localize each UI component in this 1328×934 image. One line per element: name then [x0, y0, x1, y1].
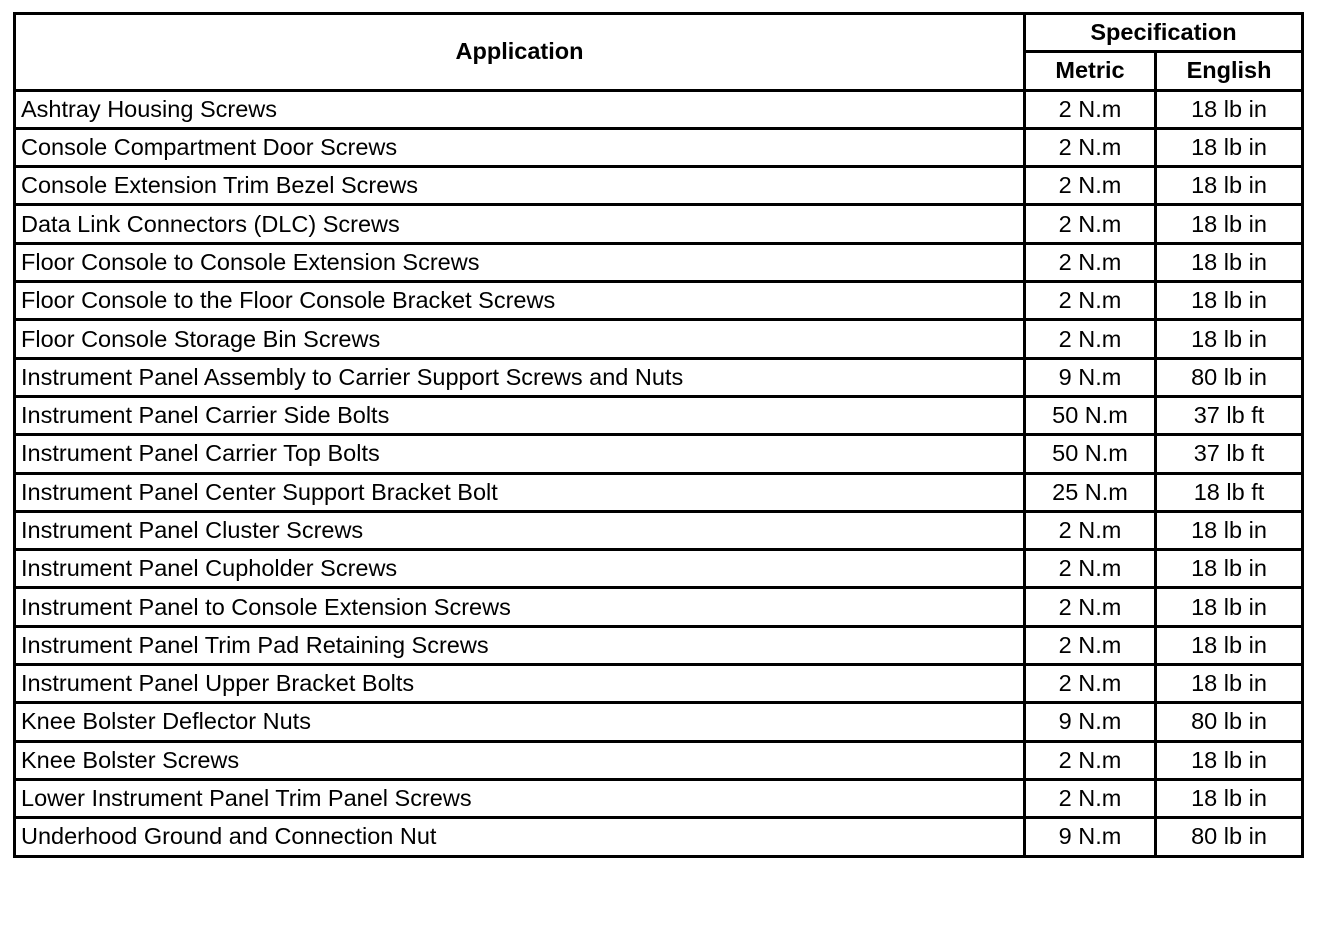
header-row-top [15, 14, 1303, 52]
application-column-header: Application [15, 14, 1025, 91]
application-cell: Floor Console Storage Bin Screws [15, 320, 1025, 358]
metric-value-cell: 9 N.m [1025, 703, 1156, 741]
table-row [15, 626, 1303, 664]
table-header [15, 14, 1303, 91]
metric-value-cell: 2 N.m [1025, 741, 1156, 779]
table-row [15, 320, 1303, 358]
english-value-cell: 18 lb in [1156, 626, 1303, 664]
metric-value-cell: 25 N.m [1025, 473, 1156, 511]
application-cell: Knee Bolster Deflector Nuts [15, 703, 1025, 741]
table-row [15, 550, 1303, 588]
english-value-cell: 18 lb in [1156, 511, 1303, 549]
application-cell: Knee Bolster Screws [15, 741, 1025, 779]
application-cell: Instrument Panel Trim Pad Retaining Screws [15, 626, 1025, 664]
english-value-cell: 37 lb ft [1156, 435, 1303, 473]
english-value-cell: 18 lb in [1156, 320, 1303, 358]
table-row [15, 473, 1303, 511]
metric-value-cell: 2 N.m [1025, 779, 1156, 817]
metric-value-cell: 9 N.m [1025, 818, 1156, 856]
application-cell: Instrument Panel Carrier Top Bolts [15, 435, 1025, 473]
application-cell: Floor Console to the Floor Console Bracket Screws [15, 282, 1025, 320]
metric-value-cell: 2 N.m [1025, 243, 1156, 281]
metric-value-cell: 2 N.m [1025, 588, 1156, 626]
english-value-cell: 18 lb in [1156, 550, 1303, 588]
english-value-cell: 18 lb in [1156, 167, 1303, 205]
english-value-cell: 18 lb in [1156, 243, 1303, 281]
application-cell: Ashtray Housing Screws [15, 90, 1025, 128]
table-row [15, 779, 1303, 817]
english-value-cell: 37 lb ft [1156, 396, 1303, 434]
english-column-header: English [1156, 52, 1303, 90]
application-cell: Instrument Panel Cluster Screws [15, 511, 1025, 549]
english-value-cell: 18 lb in [1156, 665, 1303, 703]
metric-value-cell: 2 N.m [1025, 90, 1156, 128]
english-value-cell: 18 lb in [1156, 205, 1303, 243]
metric-value-cell: 2 N.m [1025, 550, 1156, 588]
metric-value-cell: 50 N.m [1025, 435, 1156, 473]
application-cell: Instrument Panel to Console Extension Screws [15, 588, 1025, 626]
table-row [15, 435, 1303, 473]
metric-value-cell: 2 N.m [1025, 128, 1156, 166]
table-row [15, 818, 1303, 856]
specification-column-header: Specification [1025, 14, 1303, 52]
english-value-cell: 18 lb in [1156, 779, 1303, 817]
table-row [15, 128, 1303, 166]
application-cell: Instrument Panel Carrier Side Bolts [15, 396, 1025, 434]
metric-value-cell: 9 N.m [1025, 358, 1156, 396]
table-row [15, 205, 1303, 243]
english-value-cell: 80 lb in [1156, 358, 1303, 396]
application-cell: Instrument Panel Cupholder Screws [15, 550, 1025, 588]
metric-value-cell: 2 N.m [1025, 205, 1156, 243]
application-cell: Console Extension Trim Bezel Screws [15, 167, 1025, 205]
english-value-cell: 80 lb in [1156, 818, 1303, 856]
metric-column-header: Metric [1025, 52, 1156, 90]
application-cell: Instrument Panel Upper Bracket Bolts [15, 665, 1025, 703]
english-value-cell: 18 lb in [1156, 90, 1303, 128]
english-value-cell: 18 lb in [1156, 588, 1303, 626]
table-row [15, 243, 1303, 281]
metric-value-cell: 2 N.m [1025, 626, 1156, 664]
application-cell: Floor Console to Console Extension Screws [15, 243, 1025, 281]
application-cell: Underhood Ground and Connection Nut [15, 818, 1025, 856]
table-body [15, 90, 1303, 856]
metric-value-cell: 2 N.m [1025, 167, 1156, 205]
table-row [15, 90, 1303, 128]
application-cell: Lower Instrument Panel Trim Panel Screws [15, 779, 1025, 817]
english-value-cell: 80 lb in [1156, 703, 1303, 741]
application-cell: Instrument Panel Center Support Bracket Bolt [15, 473, 1025, 511]
english-value-cell: 18 lb in [1156, 128, 1303, 166]
metric-value-cell: 2 N.m [1025, 511, 1156, 549]
metric-value-cell: 2 N.m [1025, 320, 1156, 358]
table-row [15, 588, 1303, 626]
table-row [15, 396, 1303, 434]
application-cell: Instrument Panel Assembly to Carrier Support Screws and Nuts [15, 358, 1025, 396]
table-row [15, 358, 1303, 396]
table-row [15, 282, 1303, 320]
application-cell: Console Compartment Door Screws [15, 128, 1025, 166]
table-row [15, 741, 1303, 779]
table-row [15, 511, 1303, 549]
metric-value-cell: 2 N.m [1025, 665, 1156, 703]
english-value-cell: 18 lb in [1156, 282, 1303, 320]
english-value-cell: 18 lb ft [1156, 473, 1303, 511]
fastener-specification-table [13, 12, 1304, 858]
metric-value-cell: 50 N.m [1025, 396, 1156, 434]
english-value-cell: 18 lb in [1156, 741, 1303, 779]
metric-value-cell: 2 N.m [1025, 282, 1156, 320]
table-row [15, 703, 1303, 741]
application-cell: Data Link Connectors (DLC) Screws [15, 205, 1025, 243]
table-row [15, 665, 1303, 703]
table-row [15, 167, 1303, 205]
